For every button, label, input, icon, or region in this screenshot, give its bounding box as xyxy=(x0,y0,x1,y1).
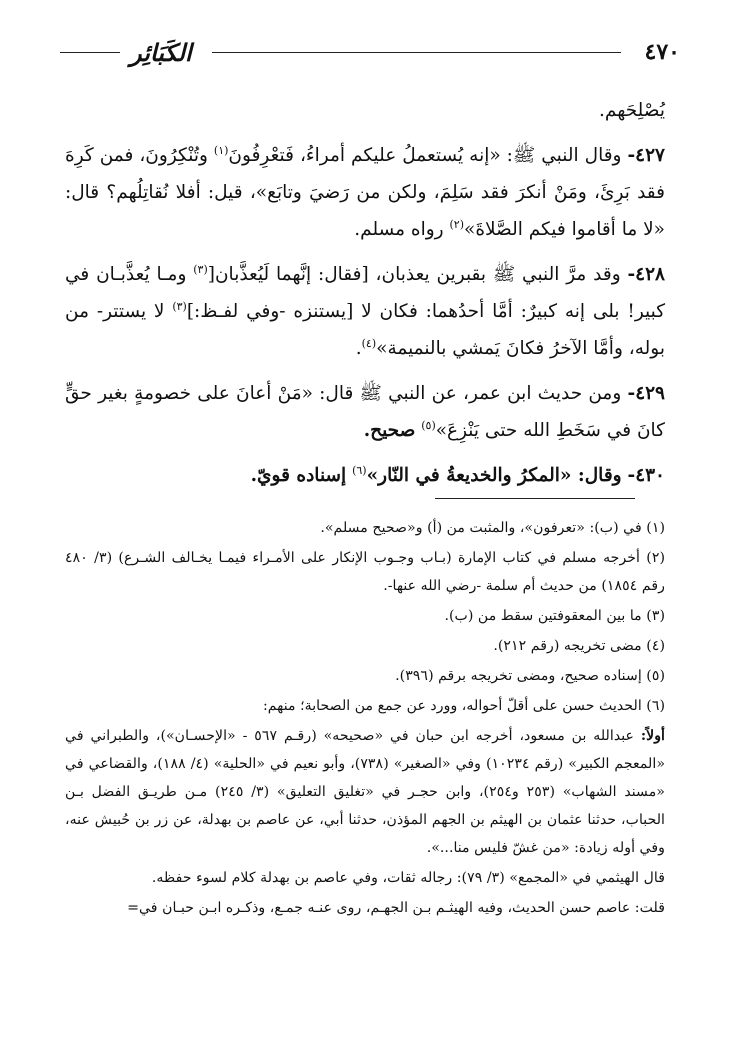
hadith-text: وتُنْكِرُونَ، فمن كَرِهَ فقد بَرِئَ، ومَنْ أنكرَ فقد سَلِمَ، ولكن من رَضيَ وتابَع»، قيل: أفلا نُقاتِلُهم؟ قال: «لا ما أقاموا فيكم الصَّلاةَ» xyxy=(65,145,665,240)
footnote-6: (٦) الحديث حسن على أقلّ أحواله، وورد عن جمع من الصحابة؛ منهم: xyxy=(262,698,665,714)
hadith-text: ومن حديث ابن عمر، عن النبي ﷺ قال: «مَنْ أعانَ على خصومةٍ بغير حقٍّ كانَ في سَخَطِ الله حتى يَنْزِعَ» xyxy=(65,383,665,441)
footnote-ref[interactable]: (٤) xyxy=(361,336,377,350)
hadith-grade: إسناده قويّ. xyxy=(250,465,347,486)
footnote-ref[interactable]: (١) xyxy=(213,143,229,157)
hadith-text: وقد مرَّ النبي ﷺ بقبرين يعذبان، [فقال: إنَّهما لَيُعذَّبان[ xyxy=(207,264,621,285)
footnote-text: عبدالله بن مسعود، أخرجه ابن حبان في «صحيحه» (رقـم ٥٦٧ - «الإحسـان»)، والطبراني في «المعجم الكبير» (رقم ١٠٢٣٤) وفي «الصغير» (٧٣٨)، وأبو نعيم في «الحلية» (٤/ ١٨٨)، والقضاعي في «مسند الشهاب» (٢٥٣ و٢٥٤)، وابن حجـر في «تغليق التعليق» (٣/ ٢٤٥) مـن طريـق الفضل بـن الحباب، حدثنا عثمان بن الهيثم بن الجهم المؤذن، حدثنا أبي، عن عاصم بن بهدلة، عن زر بن حُبيش عنه، وفي أوله زيادة: «من غشّ فليس منا...». xyxy=(65,728,665,856)
hadith-429 xyxy=(65,375,665,449)
footnote-separator xyxy=(435,498,635,499)
hadith-428 xyxy=(65,256,665,367)
page-number: ٤٧٠ xyxy=(644,39,680,65)
footnote-2: (٢) أخرجه مسلم في كتاب الإمارة (بـاب وجـوب الإنكار على الأمـراء فيمـا يخـالف الشـرع) (٣/ ٤٨٠ رقم ١٨٥٤) من حديث أم سلمة -رضي الله عنها-. xyxy=(65,550,665,594)
hadith-end: . xyxy=(355,338,362,359)
footnote-ref[interactable]: (٥) xyxy=(421,418,436,432)
footnote-5: (٥) إسناده صحيح، ومضى تخريجه برقم (٣٩٦). xyxy=(395,668,665,684)
continuation-text: يُصْلِحَهم. xyxy=(599,100,665,121)
hadith-text: ومـا يُعذَّبـان في كبير! بلى إنه كبيرٌ: أمَّا أحدُهما: فكان لا [يستنزه -وفي لفـظ:] xyxy=(65,264,665,322)
footnote-ref[interactable]: (٣) xyxy=(193,262,208,276)
hadith-grade: صحيح. xyxy=(363,420,416,441)
hadith-text: لا يستتر- من بوله، وأمَّا الآخرُ فكانَ يَمشي بالنميمة» xyxy=(65,301,665,359)
footnote-1: (١) في (ب): «تعرفون»، والمثبت من (أ) و«صحيح مسلم». xyxy=(320,520,665,536)
footnotes xyxy=(65,514,665,924)
footnote-3: (٣) ما بين المعقوفتين سقط من (ب). xyxy=(444,608,665,624)
footnote-6-first xyxy=(65,722,665,862)
hadith-number: ٤٢٨- xyxy=(627,264,665,285)
book-title: الكَبَائِر xyxy=(130,37,192,67)
hadith-text: وقال النبي ﷺ: «إنه يُستعملُ عليكم أمراءُ، فَتعْرِفُونَ xyxy=(228,145,622,166)
footnote-ref[interactable]: (٣) xyxy=(172,299,187,313)
footnote-ref[interactable]: (٦) xyxy=(352,463,367,477)
hadith-source: رواه مسلم. xyxy=(354,219,444,240)
header-rule xyxy=(212,52,621,53)
footnote-lead: أولاً: xyxy=(640,728,665,744)
main-text xyxy=(65,92,665,502)
page-header xyxy=(60,34,680,70)
header-rule-tail xyxy=(60,52,120,53)
hadith-number: ٤٢٩- xyxy=(627,383,665,404)
footnote-6-note: قلت: عاصم حسن الحديث، وفيه الهيثـم بـن الجهـم، روى عنـه جمـع، وذكـره ابـن حبـان في= xyxy=(127,900,665,916)
footnote-6-haythami: قال الهيثمي في «المجمع» (٣/ ٧٩): رجاله ثقات، وفي عاصم بن بهدلة كلام لسوء حفظه. xyxy=(151,870,665,886)
hadith-number: ٤٢٧- xyxy=(627,145,665,166)
footnote-4: (٤) مضى تخريجه (رقم ٢١٢). xyxy=(493,638,665,654)
hadith-number: ٤٣٠- xyxy=(627,465,665,486)
footnote-ref[interactable]: (٢) xyxy=(449,217,464,231)
hadith-430 xyxy=(65,457,665,494)
paragraph-continuation xyxy=(65,92,665,129)
hadith-427 xyxy=(65,137,665,248)
hadith-text: وقال: «المكرُ والخديعةُ في النّار» xyxy=(366,465,622,486)
